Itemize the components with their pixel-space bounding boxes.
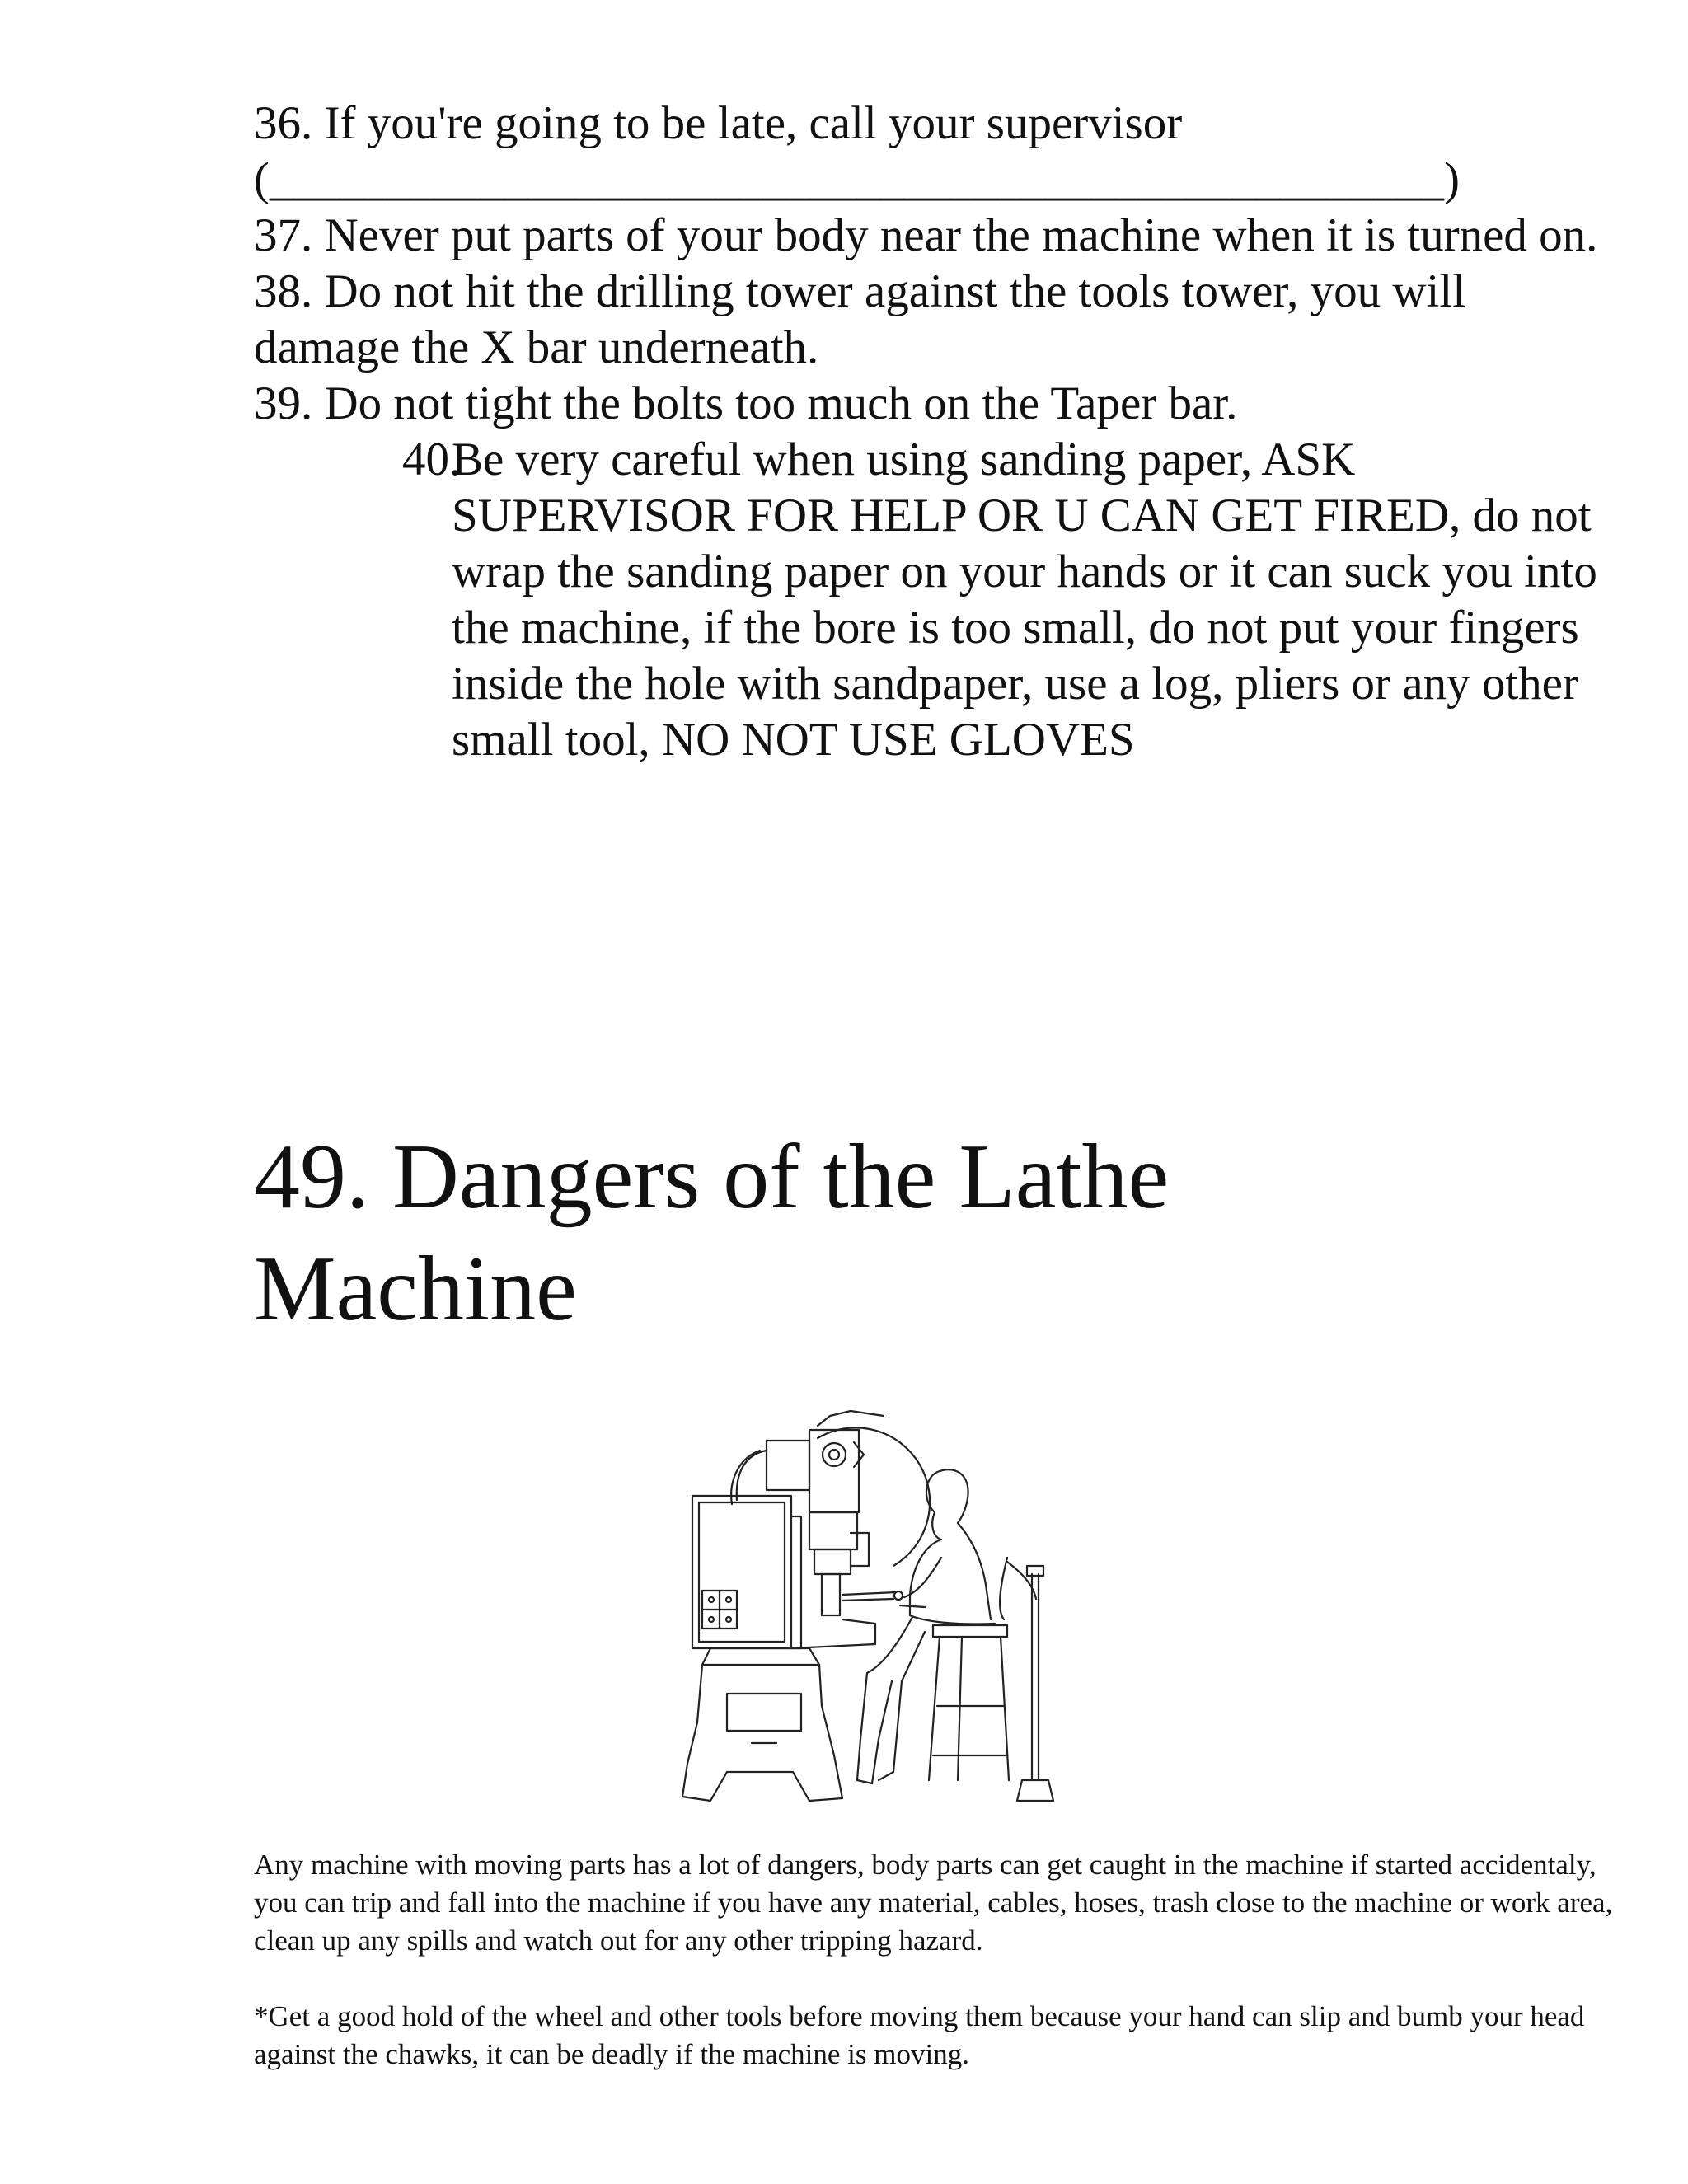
section-heading (254, 1121, 1573, 1345)
dangers-paragraph-2: *Get a good hold of the wheel and other tools before moving them because your hand can slip and bumb your head against the chawks, it can be deadly if the machine is moving. (254, 2000, 1585, 2070)
dangers-description (254, 1846, 1639, 2111)
dangers-paragraph-1: Any machine with moving parts has a lot of dangers, body parts can get caught in the machine if started accidentaly, you can trip and fall into the machine if you have any material, cables, hoses, trash close to the machine or work area, clean up any spills and watch out for any other tripping hazard. (254, 1849, 1613, 1957)
lathe-operator-illustration (678, 1393, 1073, 1813)
safety-rules-list (254, 96, 1622, 768)
supervisor-phone-blank: (__________________________________________________) (254, 153, 1460, 205)
rule-38: 38. Do not hit the drilling tower against the tools tower, you will damage the X bar underneath. (254, 265, 1466, 373)
rule-36 (254, 96, 1622, 208)
rule-36-text: 36. If you're going to be late, call your supervisor (254, 97, 1183, 149)
rule-39: 39. Do not tight the bolts too much on the Taper bar. (254, 377, 1238, 429)
rule-40 (353, 432, 1622, 768)
rule-37: 37. Never put parts of your body near the machine when it is turned on. (254, 209, 1598, 261)
rule-40-number: 40. (402, 434, 462, 485)
section-heading-line1: 49. Dangers of the Lathe (254, 1126, 1170, 1228)
rule-40-text: Be very careful when using sanding paper, ASK SUPERVISOR FOR HELP OR U CAN GET FIRED, do not wrap the sanding paper on your hands or it can suck you into the machine, if the bore is too small, do not put your fingers inside the hole with sandpaper, use a log, pliers or any other small tool, NO NOT USE GLOVES (452, 434, 1597, 766)
section-heading-line2: Machine (254, 1238, 577, 1340)
